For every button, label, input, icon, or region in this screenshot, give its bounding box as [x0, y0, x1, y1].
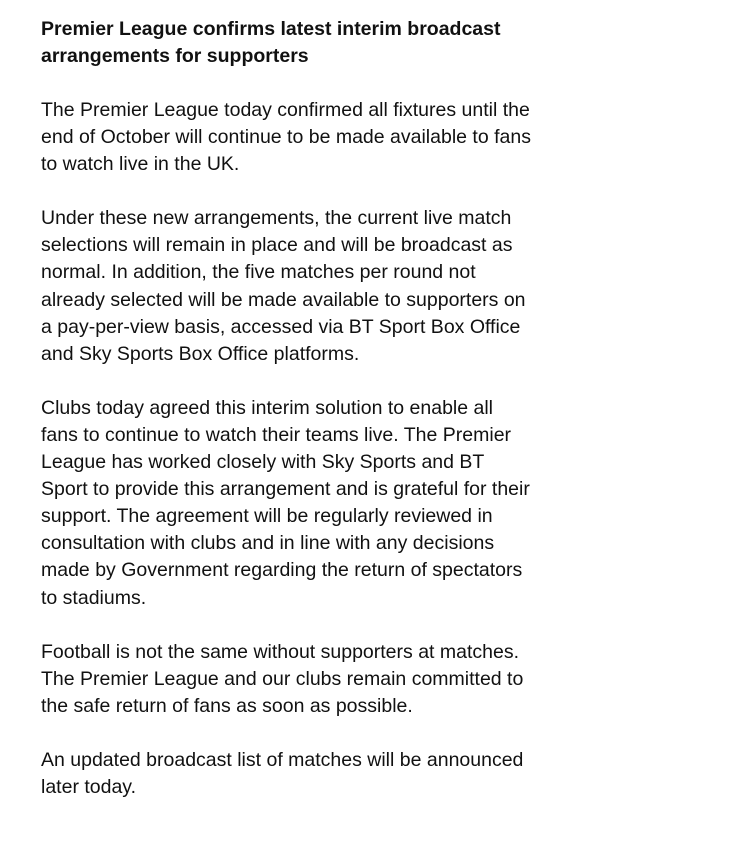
- paragraph-clubs-agreement: [41, 395, 621, 612]
- paragraph-line: the safe return of fans as soon as possible.: [41, 694, 413, 717]
- paragraph-announcement: [41, 747, 621, 801]
- paragraph-line: a pay-per-view basis, accessed via BT Sport Box Office: [41, 315, 521, 338]
- paragraph-line: end of October will continue to be made available to fans: [41, 126, 531, 149]
- paragraph-line: An updated broadcast list of matches will be announced: [41, 748, 524, 771]
- paragraph-line: consultation with clubs and in line with any decisions: [41, 532, 495, 555]
- paragraph-line: already selected will be made available to supporters on: [41, 288, 526, 311]
- paragraph-line: fans to continue to watch their teams live. The Premier: [41, 423, 512, 446]
- paragraph-line: to watch live in the UK.: [41, 153, 240, 176]
- paragraph-line: normal. In addition, the five matches per round not: [41, 261, 476, 284]
- paragraph-supporters: [41, 639, 621, 720]
- paragraph-line: Sport to provide this arrangement and is grateful for their: [41, 478, 530, 501]
- paragraph-line: and Sky Sports Box Office platforms.: [41, 342, 360, 365]
- statement-title: [41, 16, 621, 70]
- paragraph-line: The Premier League and our clubs remain committed to: [41, 667, 524, 690]
- paragraph-line: League has worked closely with Sky Sports and BT: [41, 451, 485, 474]
- paragraph-line: made by Government regarding the return of spectators: [41, 559, 523, 582]
- title-line: Premier League confirms latest interim broadcast: [41, 18, 501, 40]
- paragraph-line: later today.: [41, 775, 137, 798]
- paragraph-line: The Premier League today confirmed all fixtures until the: [41, 99, 530, 121]
- paragraph-fixtures: [41, 97, 621, 178]
- paragraph-arrangements: [41, 205, 621, 368]
- paragraph-line: Football is not the same without supporters at matches.: [41, 640, 519, 663]
- paragraph-line: Under these new arrangements, the current live match: [41, 207, 512, 230]
- paragraph-line: selections will remain in place and will be broadcast as: [41, 234, 513, 257]
- paragraph-line: support. The agreement will be regularly reviewed in: [41, 505, 493, 528]
- paragraph-line: to stadiums.: [41, 586, 147, 609]
- title-line: arrangements for supporters: [41, 45, 309, 67]
- paragraph-line: Clubs today agreed this interim solution to enable all: [41, 396, 494, 419]
- statement-document: [41, 16, 621, 801]
